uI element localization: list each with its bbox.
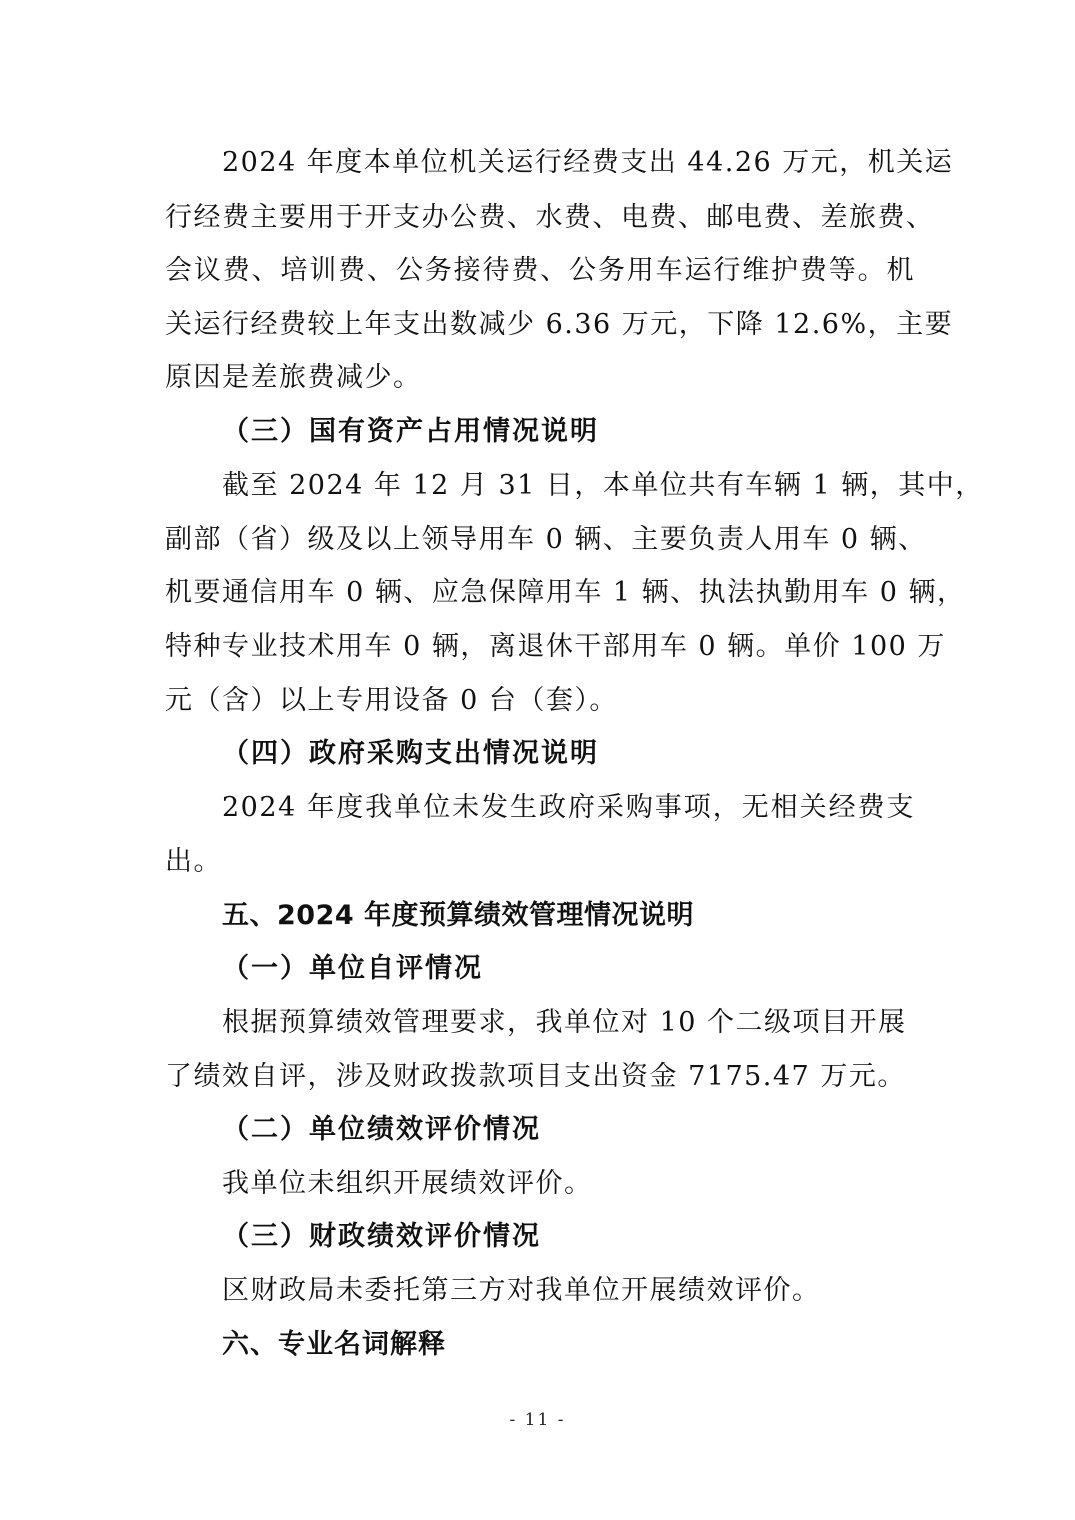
subsection-heading-assets: （三）国有资产占用情况说明 bbox=[222, 416, 599, 447]
paragraph-line: 2024 年度本单位机关运行经费支出 44.26 万元，机关运 bbox=[222, 147, 954, 178]
paragraph-line: 出。 bbox=[165, 846, 222, 877]
paragraph-line: 我单位未组织开展绩效评价。 bbox=[222, 1168, 593, 1199]
paragraph-line: 关运行经费较上年支出数减少 6.36 万元，下降 12.6%，主要 bbox=[165, 309, 954, 340]
page-number: - 11 - bbox=[509, 1410, 566, 1430]
paragraph-line: 原因是差旅费减少。 bbox=[165, 362, 422, 393]
paragraph-line: 区财政局未委托第三方对我单位开展绩效评价。 bbox=[222, 1275, 821, 1306]
paragraph-line: 2024 年度我单位未发生政府采购事项，无相关经费支 bbox=[222, 792, 915, 823]
subsection-heading-unit-eval: （二）单位绩效评价情况 bbox=[222, 1114, 541, 1145]
paragraph-line: 特种专业技术用车 0 辆，离退休干部用车 0 辆。单价 100 万 bbox=[165, 631, 946, 662]
section-heading-performance: 五、2024 年度预算绩效管理情况说明 bbox=[222, 900, 695, 931]
subsection-heading-self-eval: （一）单位自评情况 bbox=[222, 953, 483, 984]
paragraph-line: 元（含）以上专用设备 0 台（套）。 bbox=[165, 685, 618, 716]
paragraph-line: 会议费、培训费、公务接待费、公务用车运行维护费等。机 bbox=[165, 255, 915, 286]
paragraph-line: 行经费主要用于开支办公费、水费、电费、邮电费、差旅费、 bbox=[165, 202, 935, 233]
paragraph-line: 根据预算绩效管理要求，我单位对 10 个二级项目开展 bbox=[222, 1007, 907, 1038]
paragraph-line: 了绩效自评，涉及财政拨款项目支出资金 7175.47 万元。 bbox=[165, 1061, 906, 1092]
section-heading-glossary: 六、专业名词解释 bbox=[222, 1329, 446, 1360]
paragraph-line: 副部（省）级及以上领导用车 0 辆、主要负责人用车 0 辆、 bbox=[165, 524, 927, 555]
subsection-heading-fiscal-eval: （三）财政绩效评价情况 bbox=[222, 1221, 541, 1252]
subsection-heading-procurement: （四）政府采购支出情况说明 bbox=[222, 738, 599, 769]
paragraph-line: 截至 2024 年 12 月 31 日，本单位共有车辆 1 辆，其中， bbox=[222, 470, 984, 501]
paragraph-line: 机要通信用车 0 辆、应急保障用车 1 辆、执法执勤用车 0 辆， bbox=[165, 577, 966, 608]
